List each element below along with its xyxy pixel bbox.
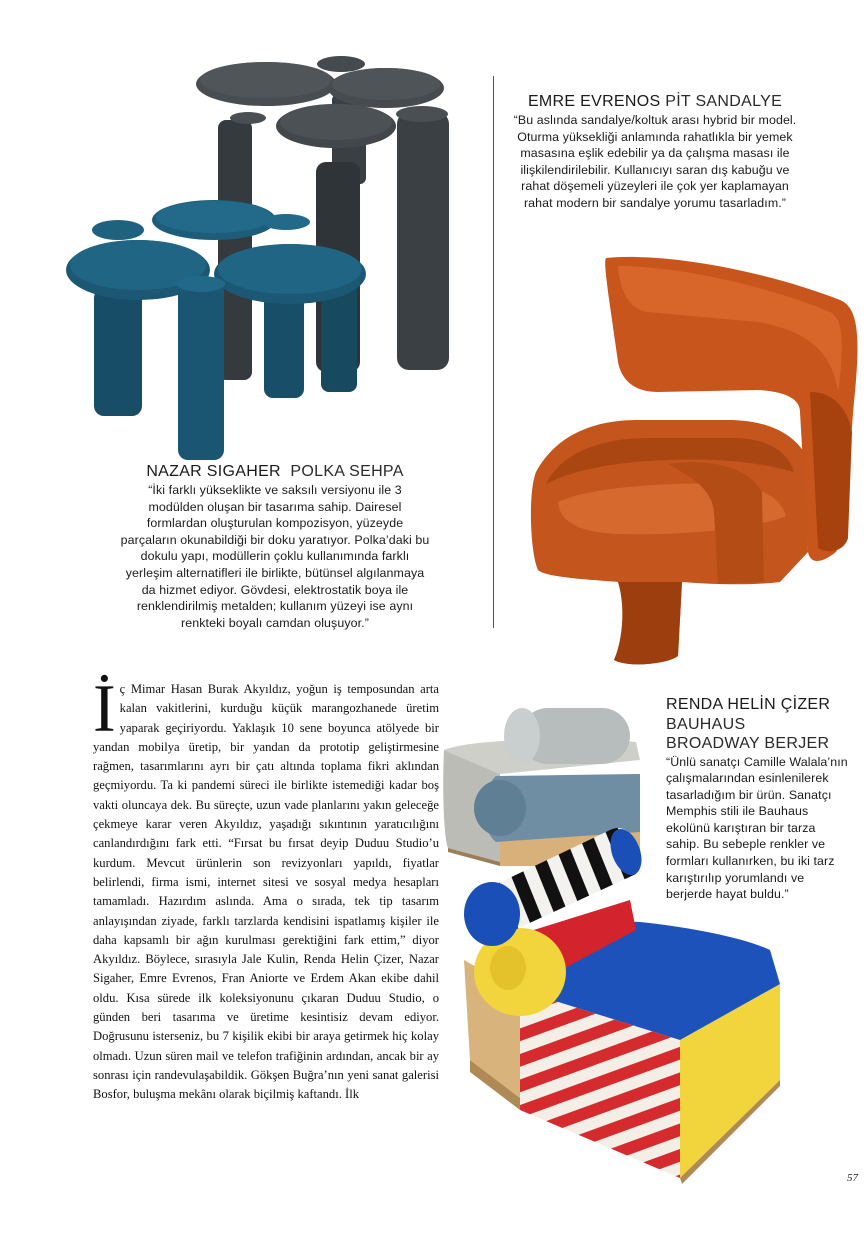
- caption-nazar-sigaher: [120, 462, 430, 631]
- pit-sandalye-photo: [518, 252, 862, 670]
- drop-cap: İ: [93, 670, 116, 746]
- product-name: POLKA SEHPA: [290, 463, 404, 480]
- article-text: ç Mimar Hasan Burak Akyıldız, yoğun iş temposundan arta kalan vakitlerini, kurduğu küçük marangozhanede üretim yaparak geçiriyordu. Yaklaşık 10 sene boyunca atölyede bir yandan mobilya üretip, bir yandan da prototip geliştirmesine rağmen, tasarımlarını ayrı bir çatı altında toplama fikri aklından geçmiyordu. Ta ki pandemi süreci ile birlikte istemediği kadar boş vakti oluncaya dek. Bu süreçte, uzun vade planlarını yakın geleceğe çekmeye karar veren Akyıldız, yaşadığı sıkıntının yaratıcılığını canlandırdığını fark etti. “Fırsat bu fırsat deyip Duduu Studio’u kurdum. Mevcut ürünlerin son revizyonları yapıldı, fiyatlar belirlendi, firma ismi, internet sitesi ve sosyal medya hesapları tamamladı. Hazırdım aslında. Ama o sırada, tek tip tasarım anlayışından ziyade, farklı tarzlarda kendisini ispatlamış kişiler ile daha kapsamlı bir ağın kurulması gerektiğini fark ettim,” diyor Akyıldız. Böylece, sırasıyla Jale Kulin, Renda Helin Çizer, Nazar Sigaher, Emre Evrenos, Fran Aniorte ve Erdem Akan ekibe dahil oldu. Kısa sürede ilk koleksiyonunu çıkaran Duduu Studio, o günden beri tasarıma ve üretime kesintisiz devam ediyor. Doğrusunu isterseniz, bu 7 kişilik ekibi bir araya getirmek hiç kolay olmadı. Uzun süren mail ve telefon trafiğinin ardından, ancak bir ay sonrası için randevulaşabildik. Gökşen Buğra’nın yeni sanat galerisi Bosfor, buluşma mekânı olarak biçilmiş kaftandı. İlk: [93, 682, 439, 1102]
- product-name-line2: BROADWAY BERJER: [666, 735, 830, 752]
- designer-quote: “Ünlü sanatçı Camille Walala’nın çalışmalarından esinlenilerek tasarladığım bir ürün. Sanatçı Memphis stili ile Bauhaus ekolünü karıştıran bir tarza sahip. Bu sebeple renkler ve formları kullanırken, bu iki tarz karıştırılıp yorumlandı ve berjerde hayat buldu.”: [666, 754, 848, 902]
- polka-sehpa-photo: [66, 52, 466, 462]
- page-number: 57: [847, 1172, 858, 1184]
- caption-emre-evrenos: [505, 92, 805, 212]
- designer-name: RENDA HELİN ÇİZER: [666, 696, 831, 713]
- caption-heading: [505, 92, 805, 112]
- column-divider: [493, 76, 494, 628]
- designer-name: EMRE EVRENOS: [527, 93, 661, 110]
- article-body: [93, 670, 439, 1105]
- product-name-line1: BAUHAUS: [666, 715, 746, 733]
- colorful-berjer: [464, 825, 780, 1184]
- product-name: PİT SANDALYE: [665, 93, 783, 110]
- caption-heading: [120, 462, 430, 482]
- designer-quote: “Bu aslında sandalye/koltuk arası hybrid bir model. Oturma yüksekliği anlamında rahatlıkla bir yemek masasına eşlik edebilir ya da çalışma masası ile ilişkilendirilebilir. Kullanıcıyı saran dış kabuğu ve rahat döşemeli yüzeyleri ile çok yer kaplamayan rahat modern bir sandalye yorumu tasarladım.”: [513, 113, 797, 210]
- orange-chair: [531, 257, 858, 664]
- designer-name: NAZAR SIGAHER: [146, 463, 281, 480]
- bauhaus-berjer-photo: [440, 700, 790, 1188]
- designer-quote: “İki farklı yükseklikte ve saksılı versiyonu ile 3 modülden oluşan bir tasarıma sahip. Dairesel formlardan oluşturulan kompozisyon, yüzeyde parçaların okunabildiği bir doku yaratıyor. Polka’daki bu dokulu yapı, modüllerin çoklu kullanımında farklı yerleşim alternatifleri ile birlikte, bütünsel algılanmaya da hizmet ediyor. Gövdesi, elektrostatik boya ile renklendirilmiş metalden; kullanım yüzeyi ise aynı renkteki boyalı camdan oluşuyor.”: [120, 483, 430, 630]
